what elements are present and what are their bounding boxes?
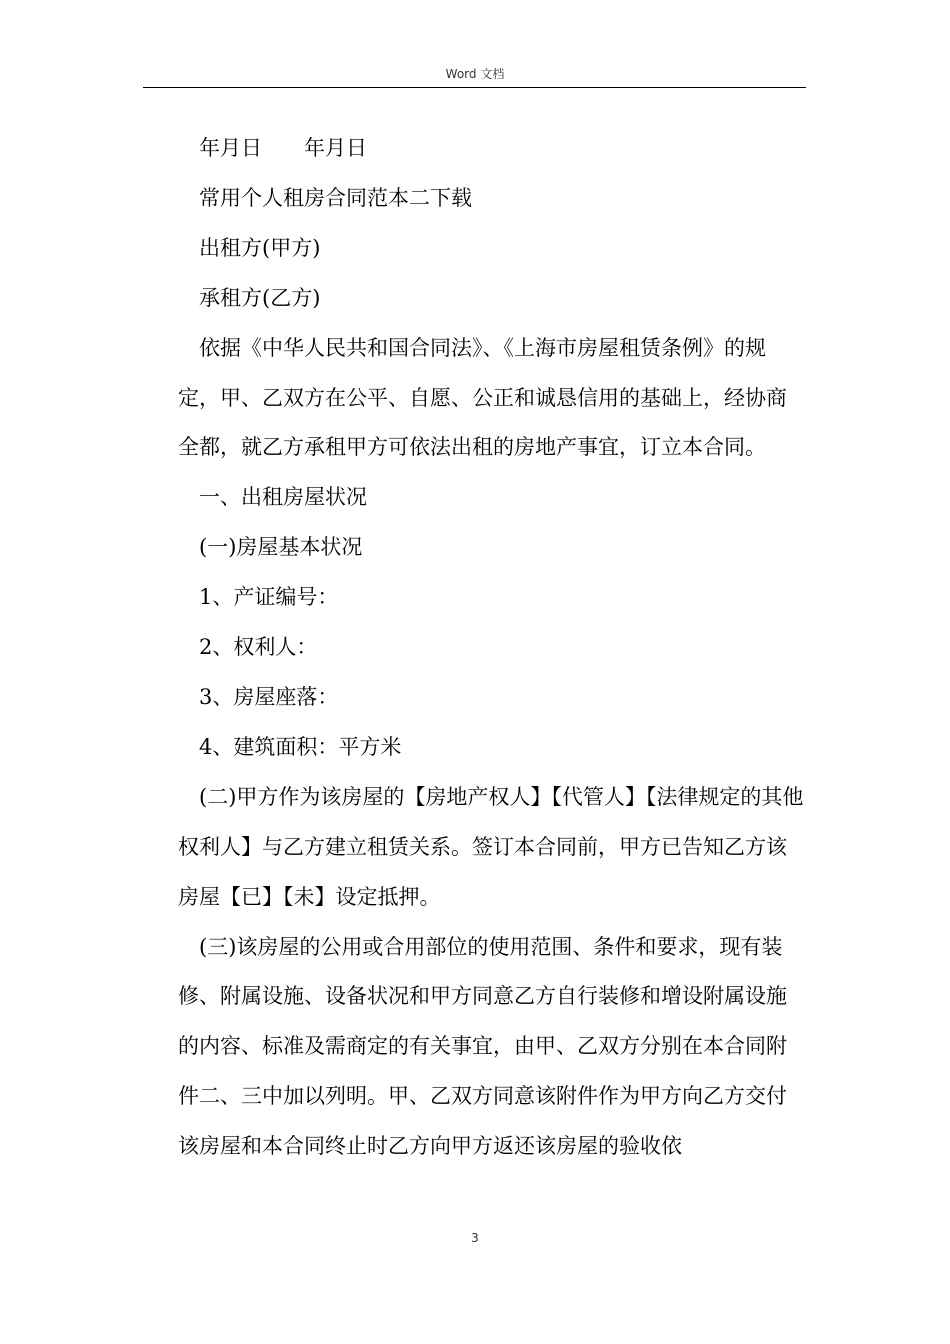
clause-paragraph-2: (二)甲方作为该房屋的【房地产权人】【代管人】【法律规定的其他权利人】与乙方建立租赁关系。签订本合同前，甲方已告知乙方该房屋【已】【未】设定抵押。 bbox=[178, 784, 804, 909]
list-item-owner: 2、权利人： bbox=[199, 635, 318, 660]
clause-paragraph-3: (三)该房屋的公用或合用部位的使用范围、条件和要求，现有装修、附属设施、设备状况和甲方同意乙方自行装修和增设附属设施的内容、标准及需商定的有关事宜，由甲、乙双方分别在本合同附件二、三中加以列明。甲、乙双方同意该附件作为甲方向乙方交付该房屋和本合同终止时乙方向甲方返还该房屋的验收依 bbox=[178, 934, 787, 1159]
date-field-b: 年月日 bbox=[304, 136, 367, 160]
document-title: 常用个人租房合同范本二下载 bbox=[199, 185, 472, 210]
header-divider bbox=[143, 87, 806, 88]
list-item-certificate: 1、产证编号： bbox=[199, 585, 339, 610]
subsection-heading: (一)房屋基本状况 bbox=[199, 535, 363, 560]
page-header: Word 文档 bbox=[445, 67, 505, 81]
lessee-line: 承租方(乙方) bbox=[199, 285, 321, 310]
date-line bbox=[178, 124, 804, 174]
list-item-area: 4、建筑面积：平方米 bbox=[199, 734, 402, 759]
section-heading: 一、出租房屋状况 bbox=[199, 485, 367, 510]
date-field-a: 年月日 bbox=[199, 136, 262, 160]
page-number: 3 bbox=[471, 1231, 479, 1245]
list-item-location: 3、房屋座落： bbox=[199, 684, 339, 709]
document-body bbox=[178, 124, 804, 1172]
preamble-paragraph: 依据《中华人民共和国合同法》、《上海市房屋租赁条例》的规定，甲、乙双方在公平、自愿、公正和诚恳信用的基础上，经协商全都，就乙方承租甲方可依法出租的房地产事宜，订立本合同。 bbox=[178, 335, 787, 460]
lessor-line: 出租方(甲方) bbox=[199, 235, 321, 260]
